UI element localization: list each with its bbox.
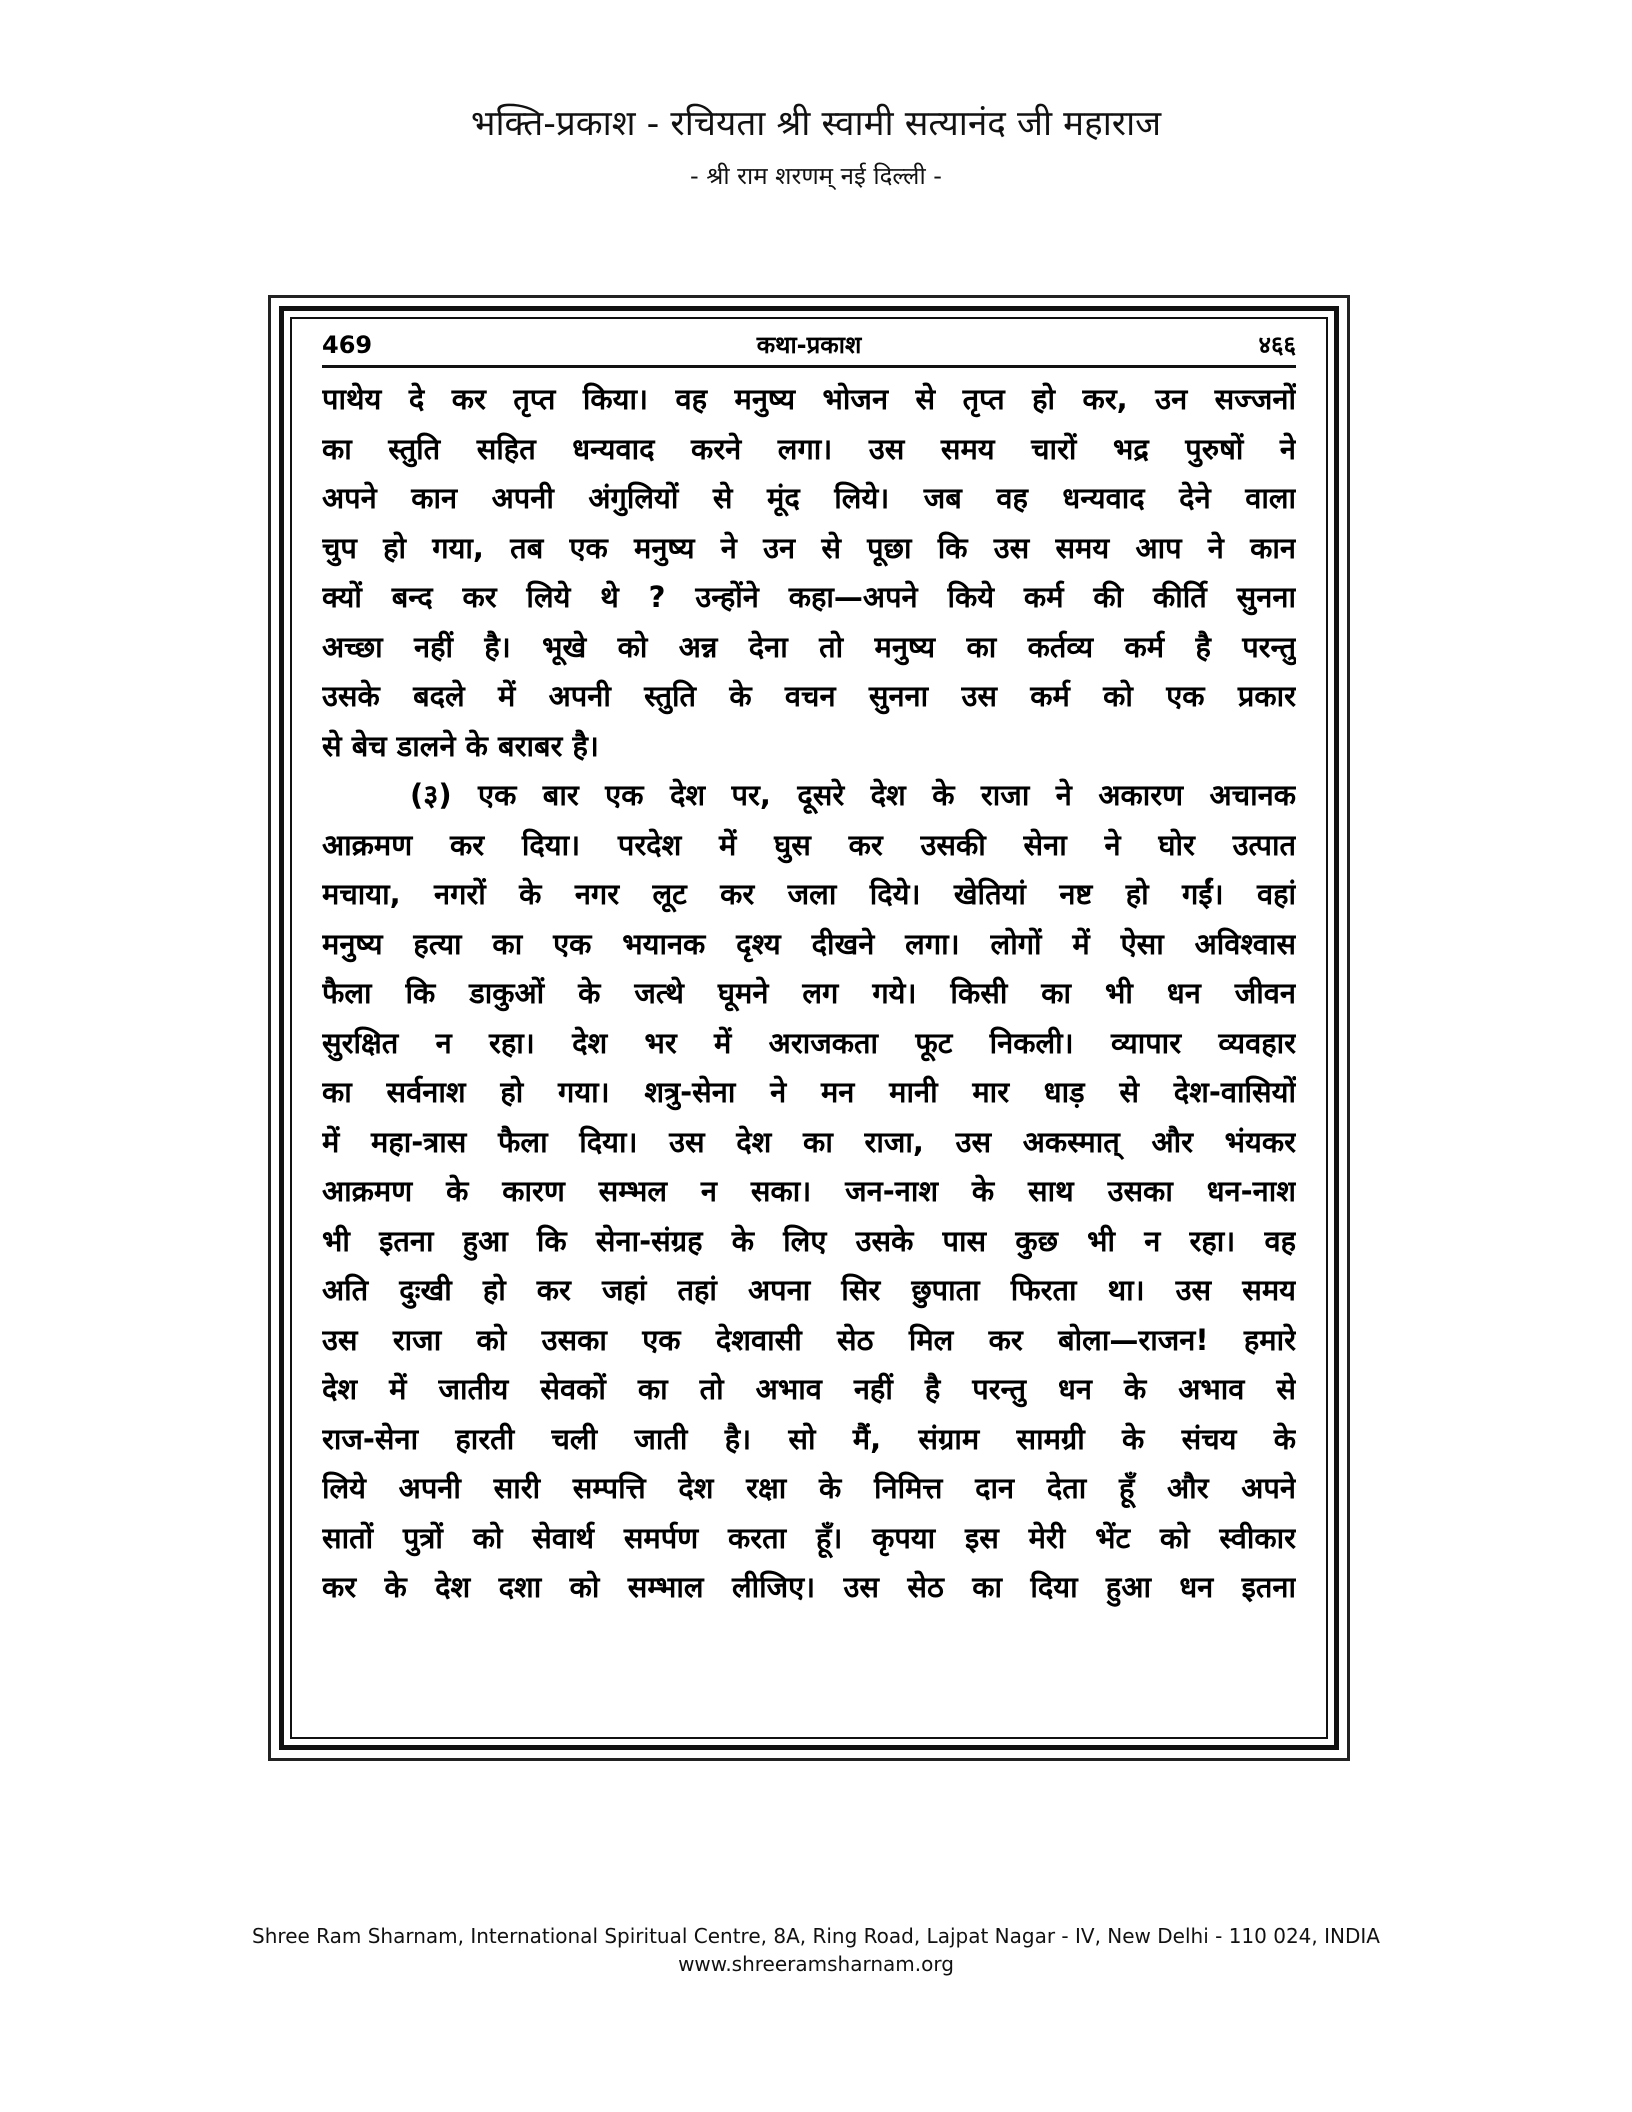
page-running-header: [322, 325, 1296, 368]
text-line: उसके बदले में अपनी स्तुति के वचन सुनना उस कर्म को एक प्रकार: [322, 679, 1296, 713]
text-line: मचाया, नगरों के नगर लूट कर जला दिये। खेतियां नष्ट हो गईं। वहां: [322, 877, 1296, 911]
text-line: अति दुःखी हो कर जहां तहां अपना सिर छुपाता फिरता था। उस समय: [322, 1273, 1296, 1307]
page-frame-inner-border: [290, 317, 1328, 1739]
text-line: अच्छा नहीं है। भूखे को अन्न देना तो मनुष्य का कर्तव्य कर्म है परन्तु: [322, 629, 1296, 664]
text-line: में महा-त्रास फैला दिया। उस देश का राजा, उस अकस्मात् और भंयकर: [322, 1124, 1296, 1159]
text-line: फैला कि डाकुओं के जत्थे घूमने लग गये। किसी का भी धन जीवन: [322, 976, 1296, 1010]
running-title: कथा-प्रकाश: [756, 331, 862, 359]
text-line: का स्तुति सहित धन्यवाद करने लगा। उस समय चारों भद्र पुरुषों ने: [322, 431, 1296, 466]
document-header: [0, 100, 1632, 196]
document-subtitle: - श्री राम शरणम् नई दिल्ली -: [690, 162, 942, 190]
text-line: भी इतना हुआ कि सेना-संग्रह के लिए उसके पास कुछ भी न रहा। वह: [322, 1223, 1296, 1258]
document-footer: [0, 1922, 1632, 1978]
text-line: सातों पुत्रों को सेवार्थ समर्पण करता हूँ। कृपया इस मेरी भेंट को स्वीकार: [322, 1520, 1296, 1555]
text-line: देश में जातीय सेवकों का तो अभाव नहीं है परन्तु धन के अभाव से: [322, 1372, 1296, 1406]
footer-address: Shree Ram Sharnam, International Spiritual Centre, 8A, Ring Road, Lajpat Nagar - IV, New Delhi - 110 024, INDIA: [252, 1924, 1380, 1948]
footer-website: www.shreeramsharnam.org: [678, 1952, 954, 1976]
text-line: राज-सेना हारती चली जाती है। सो मैं, संग्राम सामग्री के संचय के: [322, 1421, 1296, 1456]
text-line: सुरक्षित न रहा। देश भर में अराजकता फूट निकली। व्यापार व्यवहार: [322, 1025, 1296, 1060]
page-frame: [268, 295, 1350, 1761]
text-line: पाथेय दे कर तृप्त किया। वह मनुष्य भोजन से तृप्त हो कर, उन सज्जनों: [322, 382, 1296, 416]
page-number-devanagari: ४६६: [1258, 331, 1296, 359]
text-line: उस राजा को उसका एक देशवासी सेठ मिल कर बोला—राजन! हमारे: [322, 1322, 1296, 1357]
text-line: मनुष्य हत्या का एक भयानक दृश्य दीखने लगा। लोगों में ऐसा अविश्वास: [322, 926, 1296, 961]
text-line: चुप हो गया, तब एक मनुष्य ने उन से पूछा कि उस समय आप ने कान: [322, 530, 1296, 565]
page-body: [322, 375, 1296, 1613]
text-line: का सर्वनाश हो गया। शत्रु-सेना ने मन मानी मार धाड़ से देश-वासियों: [322, 1075, 1296, 1109]
text-line: लिये अपनी सारी सम्पत्ति देश रक्षा के निमित्त दान देता हूँ और अपने: [322, 1471, 1296, 1505]
text-line: (३) एक बार एक देश पर, दूसरे देश के राजा ने अकारण अचानक: [410, 778, 1296, 812]
text-line: क्यों बन्द कर लिये थे ? उन्होंने कहा—अपने किये कर्म की कीर्ति सुनना: [322, 580, 1296, 614]
text-line: अपने कान अपनी अंगुलियों से मूंद लिये। जब वह धन्यवाद देने वाला: [322, 481, 1296, 515]
page-frame-border: [279, 306, 1339, 1750]
text-line: से बेच डालने के बराबर है।: [322, 728, 599, 763]
text-line: आक्रमण कर दिया। परदेश में घुस कर उसकी सेना ने घोर उत्पात: [322, 827, 1296, 862]
text-line: कर के देश दशा को सम्भाल लीजिए। उस सेठ का दिया हुआ धन इतना: [322, 1570, 1296, 1604]
page-number-arabic: 469: [322, 331, 373, 359]
document-title: भक्ति-प्रकाश - रचियता श्री स्वामी सत्यानंद जी महाराज: [470, 104, 1162, 144]
text-line: आक्रमण के कारण सम्भल न सका। जन-नाश के साथ उसका धन-नाश: [322, 1174, 1296, 1208]
